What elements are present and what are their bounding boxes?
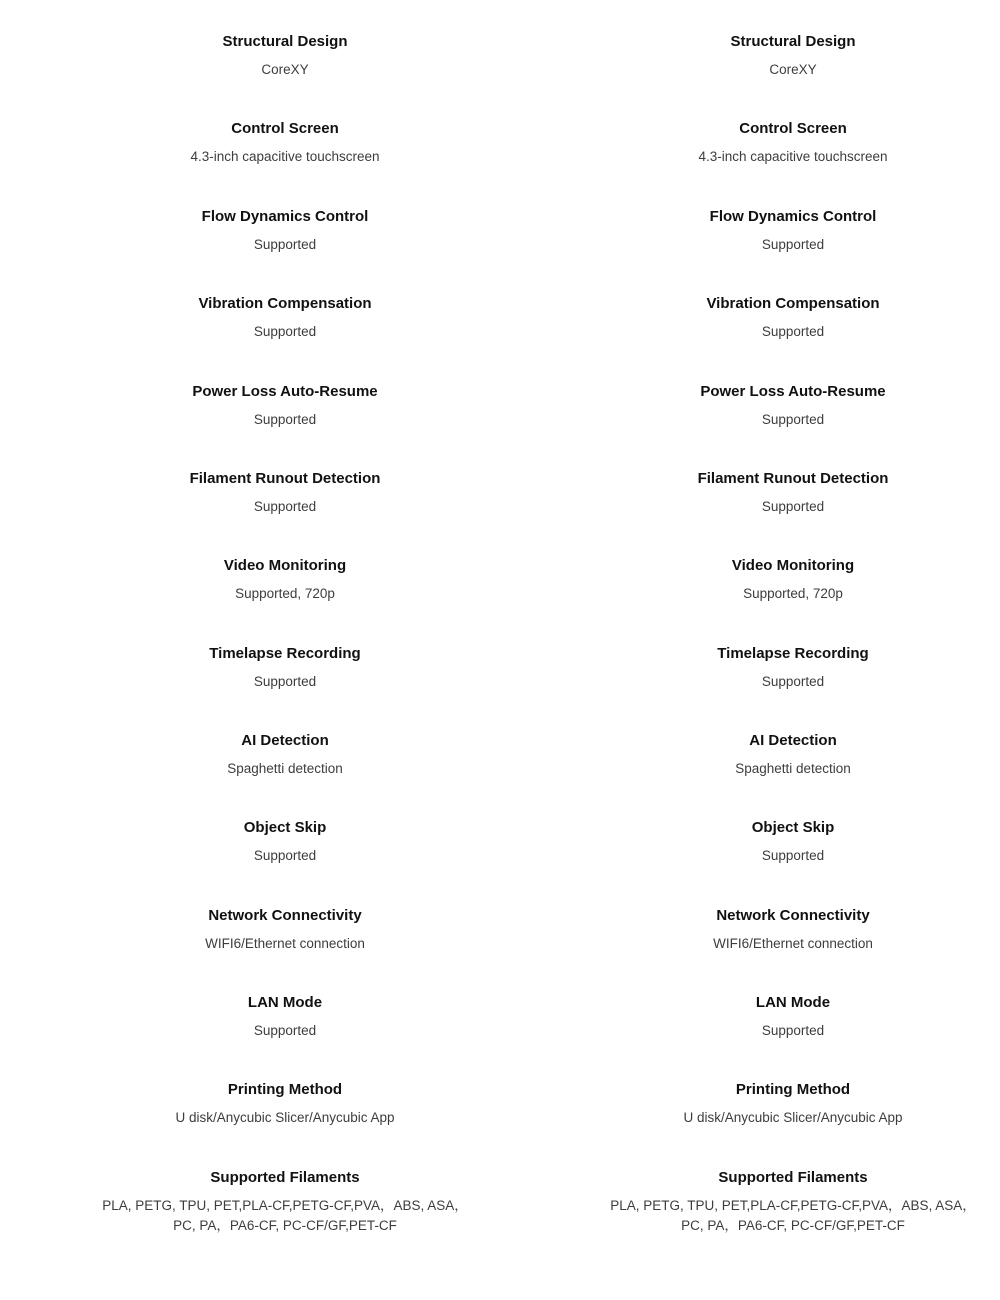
spec-value: Supported — [761, 412, 825, 427]
spec-value — [583, 1196, 1000, 1236]
spec-video-monitoring — [75, 557, 495, 604]
spec-title: Filament Runout Detection — [189, 470, 381, 487]
spec-value: Supported — [761, 848, 825, 863]
spec-title: Vibration Compensation — [706, 295, 880, 312]
spec-title: Power Loss Auto-Resume — [700, 383, 886, 400]
spec-value: Supported — [761, 674, 825, 689]
spec-value: Supported — [253, 848, 317, 863]
spec-supported-filaments — [75, 1169, 495, 1236]
spec-title: Control Screen — [739, 120, 847, 137]
spec-title: Flow Dynamics Control — [709, 208, 877, 225]
spec-title: Printing Method — [227, 1081, 343, 1098]
spec-value: Spaghetti detection — [227, 761, 343, 776]
spec-object-skip — [583, 819, 1000, 866]
spec-title: Video Monitoring — [223, 557, 347, 574]
spec-value: Supported — [253, 237, 317, 252]
spec-title: Supported Filaments — [718, 1169, 868, 1186]
spec-title: Printing Method — [735, 1081, 851, 1098]
spec-value-line: PC, PA，PA6-CF, PC-CF/GF,PET-CF — [681, 1218, 905, 1233]
spec-value: WIFI6/Ethernet connection — [713, 936, 873, 951]
spec-title: Network Connectivity — [716, 907, 870, 924]
spec-value: Supported — [253, 324, 317, 339]
spec-value: Supported, 720p — [235, 586, 335, 601]
spec-value: Supported — [253, 1023, 317, 1038]
spec-filament-runout-detection — [583, 470, 1000, 517]
spec-title: LAN Mode — [247, 994, 323, 1011]
spec-control-screen — [75, 120, 495, 167]
spec-flow-dynamics-control — [75, 208, 495, 255]
spec-value: Supported — [761, 499, 825, 514]
spec-column-left — [75, 0, 495, 1300]
spec-printing-method — [583, 1081, 1000, 1128]
spec-structural-design — [75, 33, 495, 80]
spec-lan-mode — [75, 994, 495, 1041]
spec-ai-detection — [75, 732, 495, 779]
spec-value-line: PC, PA，PA6-CF, PC-CF/GF,PET-CF — [173, 1218, 397, 1233]
spec-power-loss-auto-resume — [75, 383, 495, 430]
spec-value: Supported — [761, 237, 825, 252]
spec-title: Timelapse Recording — [209, 645, 361, 662]
spec-value: Supported — [761, 324, 825, 339]
spec-title: Timelapse Recording — [717, 645, 869, 662]
spec-value: 4.3-inch capacitive touchscreen — [698, 149, 888, 164]
spec-title: Vibration Compensation — [198, 295, 372, 312]
spec-network-connectivity — [75, 907, 495, 954]
spec-lan-mode — [583, 994, 1000, 1041]
spec-value: Supported — [253, 674, 317, 689]
spec-value: U disk/Anycubic Slicer/Anycubic App — [683, 1110, 903, 1125]
spec-supported-filaments — [583, 1169, 1000, 1236]
spec-value: Spaghetti detection — [735, 761, 851, 776]
spec-value: Supported — [761, 1023, 825, 1038]
spec-title: Filament Runout Detection — [697, 470, 889, 487]
spec-value: CoreXY — [769, 62, 817, 77]
spec-title: Control Screen — [231, 120, 339, 137]
spec-video-monitoring — [583, 557, 1000, 604]
spec-value-line: PLA, PETG, TPU, PET,PLA-CF,PETG-CF,PVA，ABS, ASA， — [610, 1198, 976, 1213]
spec-ai-detection — [583, 732, 1000, 779]
spec-vibration-compensation — [583, 295, 1000, 342]
spec-value: WIFI6/Ethernet connection — [205, 936, 365, 951]
spec-control-screen — [583, 120, 1000, 167]
spec-value: U disk/Anycubic Slicer/Anycubic App — [175, 1110, 395, 1125]
spec-title: Power Loss Auto-Resume — [192, 383, 378, 400]
spec-title: LAN Mode — [755, 994, 831, 1011]
spec-timelapse-recording — [75, 645, 495, 692]
spec-title: Object Skip — [243, 819, 327, 836]
spec-title: Video Monitoring — [731, 557, 855, 574]
spec-structural-design — [583, 33, 1000, 80]
spec-printing-method — [75, 1081, 495, 1128]
spec-vibration-compensation — [75, 295, 495, 342]
spec-title: Structural Design — [222, 33, 348, 50]
spec-value: Supported, 720p — [743, 586, 843, 601]
spec-title: Flow Dynamics Control — [201, 208, 369, 225]
spec-value: Supported — [253, 412, 317, 427]
spec-value: 4.3-inch capacitive touchscreen — [190, 149, 380, 164]
spec-flow-dynamics-control — [583, 208, 1000, 255]
spec-object-skip — [75, 819, 495, 866]
spec-value: Supported — [253, 499, 317, 514]
spec-column-right — [583, 0, 1000, 1300]
spec-title: AI Detection — [749, 732, 837, 749]
spec-value-line: PLA, PETG, TPU, PET,PLA-CF,PETG-CF,PVA，ABS, ASA， — [102, 1198, 468, 1213]
spec-network-connectivity — [583, 907, 1000, 954]
spec-title: Network Connectivity — [208, 907, 362, 924]
spec-title: AI Detection — [241, 732, 329, 749]
spec-value — [75, 1196, 495, 1236]
spec-title: Object Skip — [751, 819, 835, 836]
spec-timelapse-recording — [583, 645, 1000, 692]
spec-title: Supported Filaments — [210, 1169, 360, 1186]
spec-power-loss-auto-resume — [583, 383, 1000, 430]
spec-title: Structural Design — [730, 33, 856, 50]
spec-value: CoreXY — [261, 62, 309, 77]
spec-filament-runout-detection — [75, 470, 495, 517]
